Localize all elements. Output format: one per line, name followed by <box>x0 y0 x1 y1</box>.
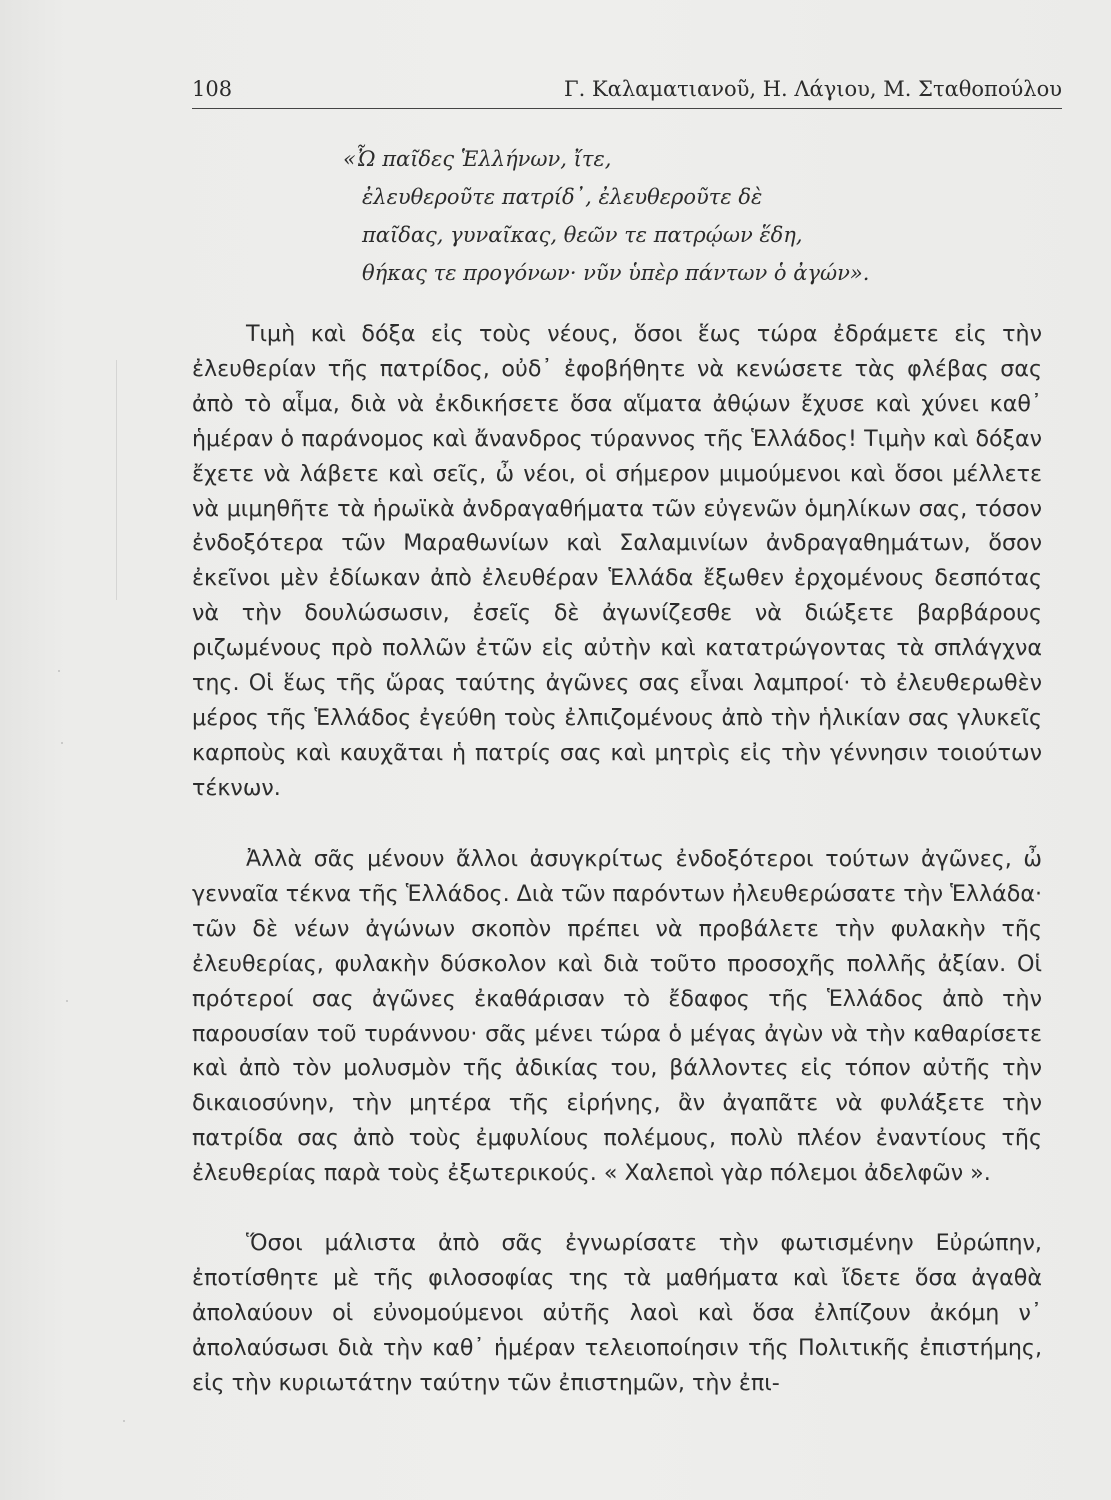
paper-speck <box>58 670 60 672</box>
verse-line: θήκας τε προγόνων· νῦν ὑπὲρ πάντων ὁ ἀγών». <box>362 261 870 285</box>
paragraph: Ὅσοι μάλιστα ἀπὸ σᾶς ἐγνωρίσατε τὴν φωτισμένην Εὐρώπην, ἐποτίσθητε μὲ τῆς φιλοσοφίας της τὰ μαθήματα καὶ ἴδετε ὅσα ἀγαθὰ ἀπολαύουν οἱ εὐνομούμενοι αὐτῆς λαοὶ καὶ ὅσα ἐλπίζουν ἀκόμη ν᾽ ἀπολαύσωσι διὰ τὴν καθ᾽ ἡμέραν τελειοποίησιν τῆς Πολιτικῆς ἐπιστήμης, εἰς τὴν κυριωτάτην ταύτην τῶν ἐπιστημῶν, τὴν ἐπι- <box>192 1230 1042 1396</box>
paper-speck <box>123 1420 125 1422</box>
header-rule <box>192 108 1062 109</box>
page-number: 108 <box>192 77 233 101</box>
verse-line: ἐλευθεροῦτε πατρίδ᾽, ἐλευθεροῦτε δὲ <box>362 185 763 209</box>
verse-line: παῖδας, γυναῖκας, θεῶν τε πατρῴων ἕδη, <box>362 223 803 247</box>
page-header <box>192 72 1062 108</box>
paragraph: Ἀλλὰ σᾶς μένουν ἄλλοι ἀσυγκρίτως ἐνδοξότεροι τούτων ἀγῶνες, ὦ γενναῖα τέκνα τῆς Ἑλλάδος. Διὰ τῶν παρόντων ἠλευθερώσατε τὴν Ἑλλάδα· τῶν δὲ νέων ἀγώνων σκοπὸν πρέπει νὰ προβάλετε τὴν φυλακὴν τῆς ἐλευθερίας, φυλακὴν δύσκολον καὶ διὰ τοῦτο προσοχῆς πολλῆς ἀξίαν. Οἱ πρότεροί σας ἀγῶνες ἐκαθάρισαν τὸ ἔδαφος τῆς Ἑλλάδος ἀπὸ τὴν παρουσίαν τοῦ τυράννου· σᾶς μένει τώρα ὁ μέγας ἀγὼν νὰ τὴν καθαρίσετε καὶ ἀπὸ τὸν μολυσμὸν τῆς ἀδικίας του, βάλλοντες εἰς τόπον αὐτῆς τὴν δικαιοσύνην, τὴν μητέρα τῆς εἰρήνης, ἂν ἀγαπᾶτε νὰ φυλάξετε τὴν πατρίδα σας ἀπὸ τοὺς ἐμφυλίους πολέμους, πολὺ πλέον ἐναντίους τῆς ἐλευθερίας παρὰ τοὺς ἐξωτερικούς. « Χαλεποὶ γὰρ πόλεμοι ἀδελφῶν ». <box>192 846 1042 1187</box>
running-head: Γ. Καλαματιανοῦ, Η. Λάγιου, Μ. Σταθοπούλου <box>564 77 1062 101</box>
paper-speck <box>61 742 63 744</box>
paragraph: Τιμὴ καὶ δόξα εἰς τοὺς νέους, ὅσοι ἕως τώρα ἐδράμετε εἰς τὴν ἐλευθερίαν τῆς πατρίδος, οὐδ᾽ ἐφοβήθητε νὰ κενώσετε τὰς φλέβας σας ἀπὸ τὸ αἷμα, διὰ νὰ ἐκδικήσετε ὅσα αἵματα ἀθῴων ἔχυσε καὶ χύνει καθ᾽ ἡμέραν ὁ παράνομος καὶ ἄνανδρος τύραννος τῆς Ἑλλάδος! Τιμὴν καὶ δόξαν ἔχετε νὰ λάβετε καὶ σεῖς, ὦ νέοι, οἱ σήμερον μιμούμενοι καὶ ὅσοι μέλλετε νὰ μιμηθῆτε τὰ ἡρωϊκὰ ἀνδραγαθήματα τῶν εὐγενῶν ὁμηλίκων σας, τόσον ἐνδοξότερα τῶν Μαραθωνίων καὶ Σαλαμινίων ἀνδραγαθημάτων, ὅσον ἐκεῖνοι μὲν ἐδίωκαν ἀπὸ ἐλευθέραν Ἑλλάδα ἔξωθεν ἐρχομένους δεσπότας νὰ τὴν δουλώσωσιν, ἐσεῖς δὲ ἀγωνίζεσθε νὰ διώξετε βαρβάρους ριζωμένους πρὸ πολλῶν ἐτῶν εἰς αὐτὴν καὶ κατατρώγοντας τὰ σπλάγχνα της. Οἱ ἕως τῆς ὥρας ταύτης ἀγῶνες σας εἶναι λαμπροί· τὸ ἐλευθερωθὲν μέρος τῆς Ἑλλάδος ἐγεύθη τοὺς ἐλπιζομένους ἀπὸ τὴν ἡλικίαν σας γλυκεῖς καρποὺς καὶ καυχᾶται ἡ πατρίς σας καὶ μητρὶς εἰς τὴν γέννησιν τοιούτων τέκνων. <box>192 321 1042 801</box>
paper-speck <box>66 1000 68 1002</box>
verse-line: «Ὦ παῖδες Ἑλλήνων, ἴτε, <box>343 147 612 171</box>
quoted-verse <box>343 140 1003 292</box>
scan-mark <box>116 360 129 600</box>
